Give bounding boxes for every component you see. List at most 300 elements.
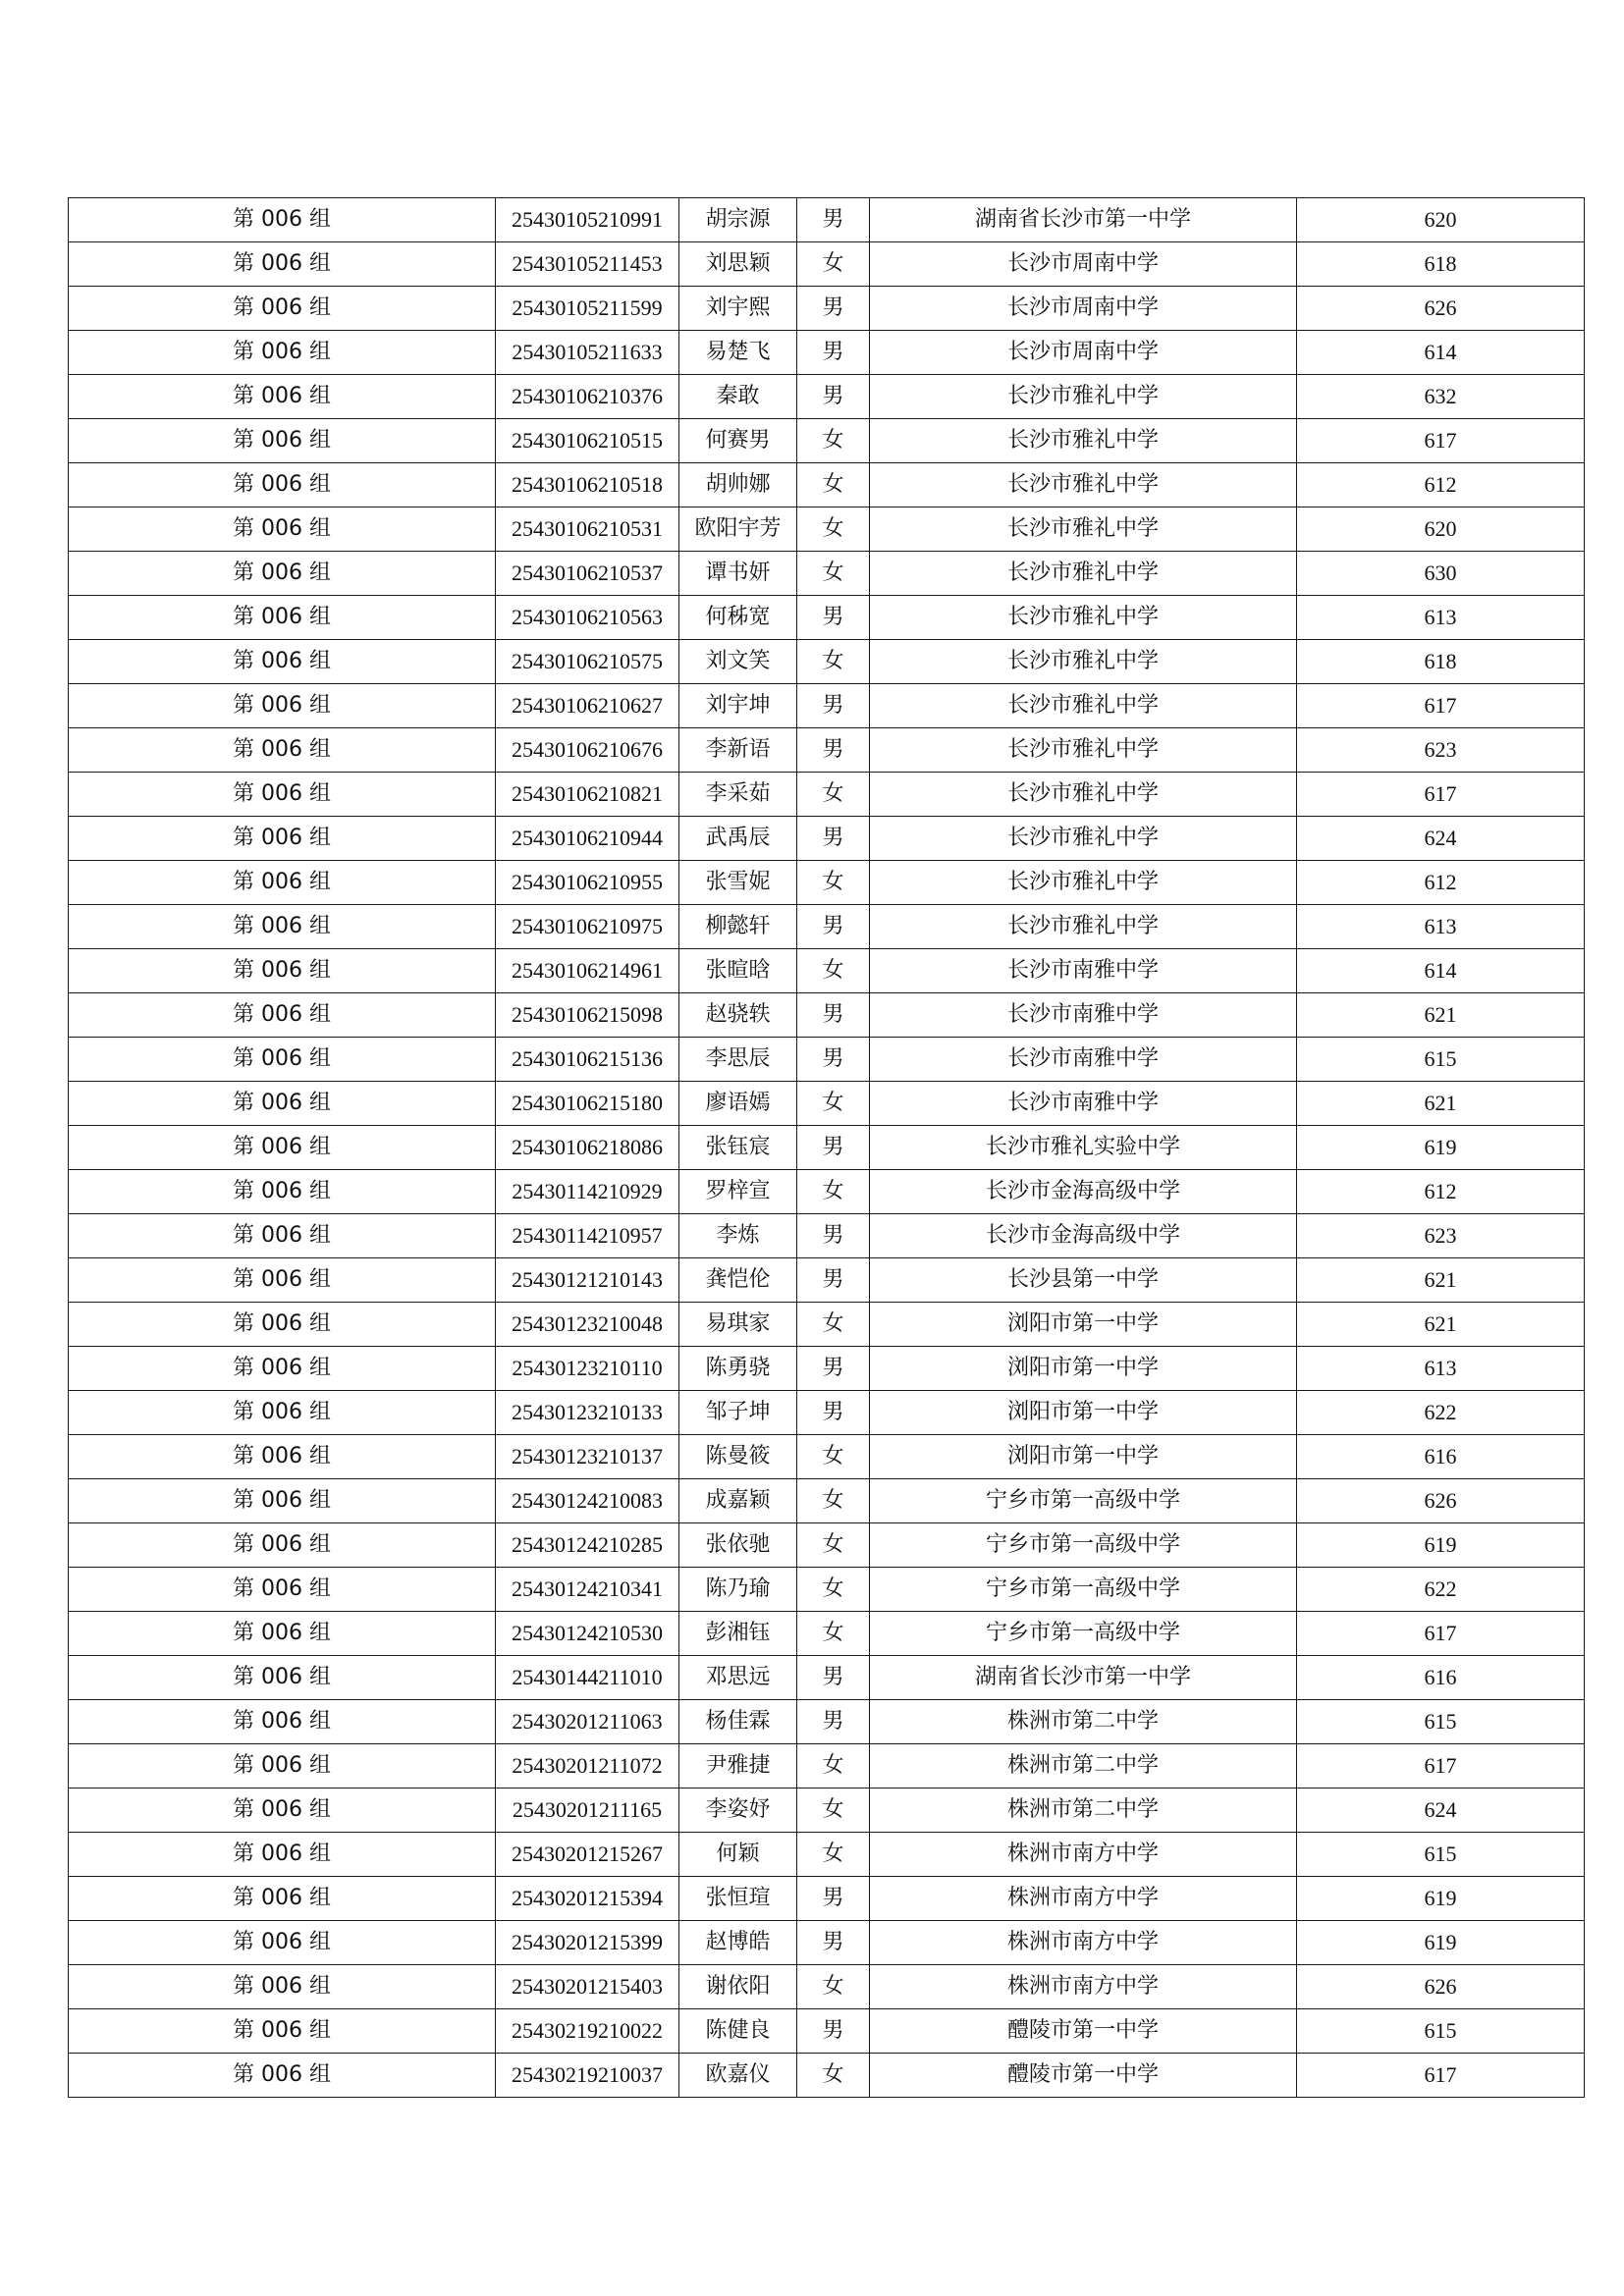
roster-table-body — [69, 198, 1585, 2098]
exam-id-cell: 25430106210563 — [496, 596, 679, 640]
score-cell: 612 — [1297, 463, 1585, 507]
student-name-cell: 刘宇熙 — [679, 287, 797, 331]
school-cell: 浏阳市第一中学 — [870, 1391, 1297, 1435]
table-row — [69, 1568, 1585, 1612]
group-cell: 第 006 组 — [69, 640, 496, 684]
gender-cell: 男 — [797, 684, 870, 728]
score-cell: 624 — [1297, 1789, 1585, 1833]
exam-id-cell: 25430123210133 — [496, 1391, 679, 1435]
gender-cell: 女 — [797, 552, 870, 596]
school-cell: 长沙市周南中学 — [870, 331, 1297, 375]
gender-cell: 男 — [797, 287, 870, 331]
table-row — [69, 1170, 1585, 1214]
table-row — [69, 596, 1585, 640]
exam-id-cell: 25430144211010 — [496, 1656, 679, 1700]
gender-cell: 男 — [797, 905, 870, 949]
group-cell: 第 006 组 — [69, 1965, 496, 2009]
exam-id-cell: 25430106210627 — [496, 684, 679, 728]
group-cell: 第 006 组 — [69, 507, 496, 552]
student-name-cell: 邹子坤 — [679, 1391, 797, 1435]
table-row — [69, 1435, 1585, 1479]
score-cell: 620 — [1297, 507, 1585, 552]
gender-cell: 女 — [797, 640, 870, 684]
score-cell: 613 — [1297, 905, 1585, 949]
exam-id-cell: 25430106214961 — [496, 949, 679, 993]
school-cell: 长沙市雅礼中学 — [870, 375, 1297, 419]
score-cell: 619 — [1297, 1126, 1585, 1170]
group-cell: 第 006 组 — [69, 1568, 496, 1612]
student-name-cell: 欧嘉仪 — [679, 2054, 797, 2098]
gender-cell: 男 — [797, 1126, 870, 1170]
group-cell: 第 006 组 — [69, 905, 496, 949]
student-name-cell: 何赛男 — [679, 419, 797, 463]
student-name-cell: 陈勇骁 — [679, 1347, 797, 1391]
table-row — [69, 1965, 1585, 2009]
school-cell: 株洲市南方中学 — [870, 1833, 1297, 1877]
exam-id-cell: 25430106215136 — [496, 1038, 679, 1082]
score-cell: 617 — [1297, 773, 1585, 817]
score-cell: 626 — [1297, 287, 1585, 331]
gender-cell: 女 — [797, 463, 870, 507]
score-cell: 621 — [1297, 993, 1585, 1038]
school-cell: 长沙市南雅中学 — [870, 1038, 1297, 1082]
exam-id-cell: 25430219210022 — [496, 2009, 679, 2054]
student-name-cell: 何颖 — [679, 1833, 797, 1877]
table-row — [69, 242, 1585, 287]
exam-id-cell: 25430114210957 — [496, 1214, 679, 1258]
exam-id-cell: 25430124210083 — [496, 1479, 679, 1523]
score-cell: 615 — [1297, 2009, 1585, 2054]
student-name-cell: 陈曼筱 — [679, 1435, 797, 1479]
gender-cell: 女 — [797, 1082, 870, 1126]
score-cell: 617 — [1297, 1612, 1585, 1656]
school-cell: 醴陵市第一中学 — [870, 2054, 1297, 2098]
group-cell: 第 006 组 — [69, 1700, 496, 1744]
gender-cell: 女 — [797, 1435, 870, 1479]
exam-id-cell: 25430201215399 — [496, 1921, 679, 1965]
table-row — [69, 993, 1585, 1038]
score-cell: 615 — [1297, 1700, 1585, 1744]
score-cell: 617 — [1297, 684, 1585, 728]
score-cell: 617 — [1297, 419, 1585, 463]
gender-cell: 男 — [797, 331, 870, 375]
student-name-cell: 李姿妤 — [679, 1789, 797, 1833]
group-cell: 第 006 组 — [69, 287, 496, 331]
student-name-cell: 李炼 — [679, 1214, 797, 1258]
table-row — [69, 419, 1585, 463]
school-cell: 浏阳市第一中学 — [870, 1303, 1297, 1347]
school-cell: 长沙市雅礼实验中学 — [870, 1126, 1297, 1170]
score-cell: 621 — [1297, 1258, 1585, 1303]
score-cell: 624 — [1297, 817, 1585, 861]
table-row — [69, 728, 1585, 773]
score-cell: 617 — [1297, 1744, 1585, 1789]
gender-cell: 女 — [797, 242, 870, 287]
table-row — [69, 1214, 1585, 1258]
exam-id-cell: 25430106210575 — [496, 640, 679, 684]
table-row — [69, 463, 1585, 507]
student-name-cell: 龚恺伦 — [679, 1258, 797, 1303]
group-cell: 第 006 组 — [69, 375, 496, 419]
student-name-cell: 胡帅娜 — [679, 463, 797, 507]
table-row — [69, 861, 1585, 905]
score-cell: 616 — [1297, 1656, 1585, 1700]
gender-cell: 男 — [797, 728, 870, 773]
table-row — [69, 1921, 1585, 1965]
exam-id-cell: 25430106210376 — [496, 375, 679, 419]
score-cell: 623 — [1297, 728, 1585, 773]
school-cell: 长沙市雅礼中学 — [870, 640, 1297, 684]
group-cell: 第 006 组 — [69, 1347, 496, 1391]
school-cell: 长沙市南雅中学 — [870, 949, 1297, 993]
school-cell: 湖南省长沙市第一中学 — [870, 1656, 1297, 1700]
school-cell: 株洲市第二中学 — [870, 1700, 1297, 1744]
score-cell: 615 — [1297, 1038, 1585, 1082]
gender-cell: 女 — [797, 1612, 870, 1656]
student-name-cell: 柳懿轩 — [679, 905, 797, 949]
group-cell: 第 006 组 — [69, 331, 496, 375]
student-name-cell: 廖语嫣 — [679, 1082, 797, 1126]
gender-cell: 男 — [797, 1921, 870, 1965]
exam-id-cell: 25430106210515 — [496, 419, 679, 463]
exam-id-cell: 25430219210037 — [496, 2054, 679, 2098]
school-cell: 宁乡市第一高级中学 — [870, 1479, 1297, 1523]
table-row — [69, 1038, 1585, 1082]
table-row — [69, 949, 1585, 993]
exam-id-cell: 25430105210991 — [496, 198, 679, 242]
student-name-cell: 易楚飞 — [679, 331, 797, 375]
school-cell: 长沙市雅礼中学 — [870, 773, 1297, 817]
score-cell: 623 — [1297, 1214, 1585, 1258]
table-row — [69, 773, 1585, 817]
school-cell: 长沙市雅礼中学 — [870, 861, 1297, 905]
exam-id-cell: 25430124210530 — [496, 1612, 679, 1656]
student-name-cell: 张暄晗 — [679, 949, 797, 993]
group-cell: 第 006 组 — [69, 2054, 496, 2098]
group-cell: 第 006 组 — [69, 1479, 496, 1523]
table-row — [69, 331, 1585, 375]
group-cell: 第 006 组 — [69, 773, 496, 817]
student-name-cell: 何秭宽 — [679, 596, 797, 640]
score-cell: 612 — [1297, 1170, 1585, 1214]
gender-cell: 女 — [797, 1303, 870, 1347]
group-cell: 第 006 组 — [69, 1170, 496, 1214]
table-row — [69, 1877, 1585, 1921]
school-cell: 长沙市雅礼中学 — [870, 905, 1297, 949]
gender-cell: 女 — [797, 1789, 870, 1833]
school-cell: 长沙市金海高级中学 — [870, 1214, 1297, 1258]
gender-cell: 女 — [797, 1170, 870, 1214]
student-name-cell: 张恒瑄 — [679, 1877, 797, 1921]
score-cell: 613 — [1297, 596, 1585, 640]
group-cell: 第 006 组 — [69, 419, 496, 463]
group-cell: 第 006 组 — [69, 949, 496, 993]
exam-id-cell: 25430201215267 — [496, 1833, 679, 1877]
gender-cell: 男 — [797, 993, 870, 1038]
school-cell: 醴陵市第一中学 — [870, 2009, 1297, 2054]
gender-cell: 女 — [797, 1833, 870, 1877]
group-cell: 第 006 组 — [69, 1435, 496, 1479]
gender-cell: 女 — [797, 1523, 870, 1568]
exam-id-cell: 25430123210137 — [496, 1435, 679, 1479]
table-row — [69, 1833, 1585, 1877]
exam-id-cell: 25430123210048 — [496, 1303, 679, 1347]
score-cell: 617 — [1297, 2054, 1585, 2098]
group-cell: 第 006 组 — [69, 1258, 496, 1303]
group-cell: 第 006 组 — [69, 1656, 496, 1700]
score-cell: 622 — [1297, 1568, 1585, 1612]
table-row — [69, 640, 1585, 684]
group-cell: 第 006 组 — [69, 1612, 496, 1656]
table-row — [69, 1347, 1585, 1391]
group-cell: 第 006 组 — [69, 861, 496, 905]
group-cell: 第 006 组 — [69, 993, 496, 1038]
student-name-cell: 张钰宸 — [679, 1126, 797, 1170]
gender-cell: 男 — [797, 1038, 870, 1082]
score-cell: 626 — [1297, 1479, 1585, 1523]
table-row — [69, 1303, 1585, 1347]
gender-cell: 女 — [797, 1965, 870, 2009]
gender-cell: 男 — [797, 1214, 870, 1258]
group-cell: 第 006 组 — [69, 1789, 496, 1833]
school-cell: 长沙市雅礼中学 — [870, 463, 1297, 507]
table-row — [69, 1789, 1585, 1833]
student-name-cell: 陈健良 — [679, 2009, 797, 2054]
group-cell: 第 006 组 — [69, 242, 496, 287]
table-row — [69, 1744, 1585, 1789]
exam-id-cell: 25430201211063 — [496, 1700, 679, 1744]
group-cell: 第 006 组 — [69, 1038, 496, 1082]
group-cell: 第 006 组 — [69, 2009, 496, 2054]
gender-cell: 女 — [797, 861, 870, 905]
school-cell: 长沙市雅礼中学 — [870, 419, 1297, 463]
score-cell: 612 — [1297, 861, 1585, 905]
gender-cell: 女 — [797, 2054, 870, 2098]
score-cell: 618 — [1297, 640, 1585, 684]
student-name-cell: 武禹辰 — [679, 817, 797, 861]
group-cell: 第 006 组 — [69, 463, 496, 507]
table-row — [69, 198, 1585, 242]
table-row — [69, 684, 1585, 728]
group-cell: 第 006 组 — [69, 817, 496, 861]
exam-id-cell: 25430201215403 — [496, 1965, 679, 2009]
student-name-cell: 张雪妮 — [679, 861, 797, 905]
exam-id-cell: 25430121210143 — [496, 1258, 679, 1303]
exam-id-cell: 25430124210341 — [496, 1568, 679, 1612]
group-cell: 第 006 组 — [69, 552, 496, 596]
school-cell: 长沙市雅礼中学 — [870, 596, 1297, 640]
exam-id-cell: 25430201215394 — [496, 1877, 679, 1921]
student-name-cell: 李新语 — [679, 728, 797, 773]
score-cell: 614 — [1297, 949, 1585, 993]
school-cell: 长沙市雅礼中学 — [870, 684, 1297, 728]
score-cell: 619 — [1297, 1921, 1585, 1965]
school-cell: 宁乡市第一高级中学 — [870, 1568, 1297, 1612]
school-cell: 株洲市南方中学 — [870, 1921, 1297, 1965]
student-name-cell: 李采茹 — [679, 773, 797, 817]
student-name-cell: 杨佳霖 — [679, 1700, 797, 1744]
score-cell: 620 — [1297, 198, 1585, 242]
exam-id-cell: 25430106215180 — [496, 1082, 679, 1126]
table-row — [69, 507, 1585, 552]
exam-id-cell: 25430201211072 — [496, 1744, 679, 1789]
group-cell: 第 006 组 — [69, 728, 496, 773]
group-cell: 第 006 组 — [69, 1126, 496, 1170]
student-name-cell: 尹雅捷 — [679, 1744, 797, 1789]
student-name-cell: 易琪家 — [679, 1303, 797, 1347]
exam-id-cell: 25430106210518 — [496, 463, 679, 507]
exam-id-cell: 25430106210531 — [496, 507, 679, 552]
gender-cell: 女 — [797, 1744, 870, 1789]
student-name-cell: 谢依阳 — [679, 1965, 797, 2009]
gender-cell: 女 — [797, 1568, 870, 1612]
exam-id-cell: 25430106215098 — [496, 993, 679, 1038]
table-row — [69, 1656, 1585, 1700]
table-row — [69, 905, 1585, 949]
gender-cell: 男 — [797, 596, 870, 640]
exam-id-cell: 25430124210285 — [496, 1523, 679, 1568]
student-name-cell: 陈乃瑜 — [679, 1568, 797, 1612]
table-row — [69, 1082, 1585, 1126]
table-row — [69, 552, 1585, 596]
table-row — [69, 2054, 1585, 2098]
exam-id-cell: 25430106210955 — [496, 861, 679, 905]
school-cell: 株洲市第二中学 — [870, 1789, 1297, 1833]
gender-cell: 男 — [797, 1258, 870, 1303]
score-cell: 621 — [1297, 1082, 1585, 1126]
group-cell: 第 006 组 — [69, 1833, 496, 1877]
exam-id-cell: 25430201211165 — [496, 1789, 679, 1833]
school-cell: 宁乡市第一高级中学 — [870, 1523, 1297, 1568]
school-cell: 长沙市雅礼中学 — [870, 507, 1297, 552]
group-cell: 第 006 组 — [69, 596, 496, 640]
table-row — [69, 1391, 1585, 1435]
school-cell: 株洲市南方中学 — [870, 1965, 1297, 2009]
table-row — [69, 1126, 1585, 1170]
gender-cell: 男 — [797, 1700, 870, 1744]
gender-cell: 男 — [797, 1391, 870, 1435]
table-row — [69, 1523, 1585, 1568]
student-name-cell: 李思辰 — [679, 1038, 797, 1082]
student-name-cell: 罗梓宣 — [679, 1170, 797, 1214]
table-row — [69, 817, 1585, 861]
exam-id-cell: 25430105211453 — [496, 242, 679, 287]
student-name-cell: 张依驰 — [679, 1523, 797, 1568]
school-cell: 长沙市周南中学 — [870, 242, 1297, 287]
gender-cell: 男 — [797, 198, 870, 242]
exam-id-cell: 25430105211599 — [496, 287, 679, 331]
table-row — [69, 1479, 1585, 1523]
roster-table — [68, 197, 1585, 2098]
student-name-cell: 刘文笑 — [679, 640, 797, 684]
school-cell: 长沙市金海高级中学 — [870, 1170, 1297, 1214]
exam-id-cell: 25430106210975 — [496, 905, 679, 949]
school-cell: 浏阳市第一中学 — [870, 1435, 1297, 1479]
exam-id-cell: 25430106210944 — [496, 817, 679, 861]
school-cell: 浏阳市第一中学 — [870, 1347, 1297, 1391]
student-name-cell: 彭湘钰 — [679, 1612, 797, 1656]
student-name-cell: 谭书妍 — [679, 552, 797, 596]
student-name-cell: 邓思远 — [679, 1656, 797, 1700]
gender-cell: 男 — [797, 1347, 870, 1391]
score-cell: 616 — [1297, 1435, 1585, 1479]
school-cell: 长沙县第一中学 — [870, 1258, 1297, 1303]
school-cell: 长沙市南雅中学 — [870, 993, 1297, 1038]
group-cell: 第 006 组 — [69, 1921, 496, 1965]
group-cell: 第 006 组 — [69, 684, 496, 728]
gender-cell: 女 — [797, 507, 870, 552]
student-name-cell: 赵博皓 — [679, 1921, 797, 1965]
student-name-cell: 刘思颖 — [679, 242, 797, 287]
student-name-cell: 刘宇坤 — [679, 684, 797, 728]
group-cell: 第 006 组 — [69, 1391, 496, 1435]
school-cell: 长沙市南雅中学 — [870, 1082, 1297, 1126]
score-cell: 618 — [1297, 242, 1585, 287]
gender-cell: 男 — [797, 1656, 870, 1700]
exam-id-cell: 25430106210537 — [496, 552, 679, 596]
school-cell: 长沙市雅礼中学 — [870, 552, 1297, 596]
school-cell: 长沙市周南中学 — [870, 287, 1297, 331]
table-row — [69, 1700, 1585, 1744]
school-cell: 长沙市雅礼中学 — [870, 817, 1297, 861]
table-row — [69, 1612, 1585, 1656]
gender-cell: 男 — [797, 817, 870, 861]
group-cell: 第 006 组 — [69, 1877, 496, 1921]
score-cell: 622 — [1297, 1391, 1585, 1435]
school-cell: 长沙市雅礼中学 — [870, 728, 1297, 773]
table-row — [69, 287, 1585, 331]
table-row — [69, 1258, 1585, 1303]
score-cell: 614 — [1297, 331, 1585, 375]
student-name-cell: 赵骁轶 — [679, 993, 797, 1038]
score-cell: 630 — [1297, 552, 1585, 596]
school-cell: 宁乡市第一高级中学 — [870, 1612, 1297, 1656]
exam-id-cell: 25430106210821 — [496, 773, 679, 817]
score-cell: 621 — [1297, 1303, 1585, 1347]
gender-cell: 男 — [797, 375, 870, 419]
score-cell: 619 — [1297, 1877, 1585, 1921]
exam-id-cell: 25430114210929 — [496, 1170, 679, 1214]
group-cell: 第 006 组 — [69, 1303, 496, 1347]
exam-id-cell: 25430123210110 — [496, 1347, 679, 1391]
gender-cell: 女 — [797, 949, 870, 993]
school-cell: 株洲市第二中学 — [870, 1744, 1297, 1789]
group-cell: 第 006 组 — [69, 1082, 496, 1126]
group-cell: 第 006 组 — [69, 1214, 496, 1258]
score-cell: 626 — [1297, 1965, 1585, 2009]
group-cell: 第 006 组 — [69, 1523, 496, 1568]
exam-id-cell: 25430105211633 — [496, 331, 679, 375]
school-cell: 湖南省长沙市第一中学 — [870, 198, 1297, 242]
exam-id-cell: 25430106218086 — [496, 1126, 679, 1170]
gender-cell: 女 — [797, 1479, 870, 1523]
gender-cell: 男 — [797, 2009, 870, 2054]
student-name-cell: 胡宗源 — [679, 198, 797, 242]
score-cell: 615 — [1297, 1833, 1585, 1877]
score-cell: 619 — [1297, 1523, 1585, 1568]
group-cell: 第 006 组 — [69, 1744, 496, 1789]
student-name-cell: 成嘉颖 — [679, 1479, 797, 1523]
gender-cell: 女 — [797, 419, 870, 463]
table-row — [69, 2009, 1585, 2054]
school-cell: 株洲市南方中学 — [870, 1877, 1297, 1921]
exam-id-cell: 25430106210676 — [496, 728, 679, 773]
gender-cell: 女 — [797, 773, 870, 817]
score-cell: 632 — [1297, 375, 1585, 419]
score-cell: 613 — [1297, 1347, 1585, 1391]
student-name-cell: 欧阳宇芳 — [679, 507, 797, 552]
gender-cell: 男 — [797, 1877, 870, 1921]
